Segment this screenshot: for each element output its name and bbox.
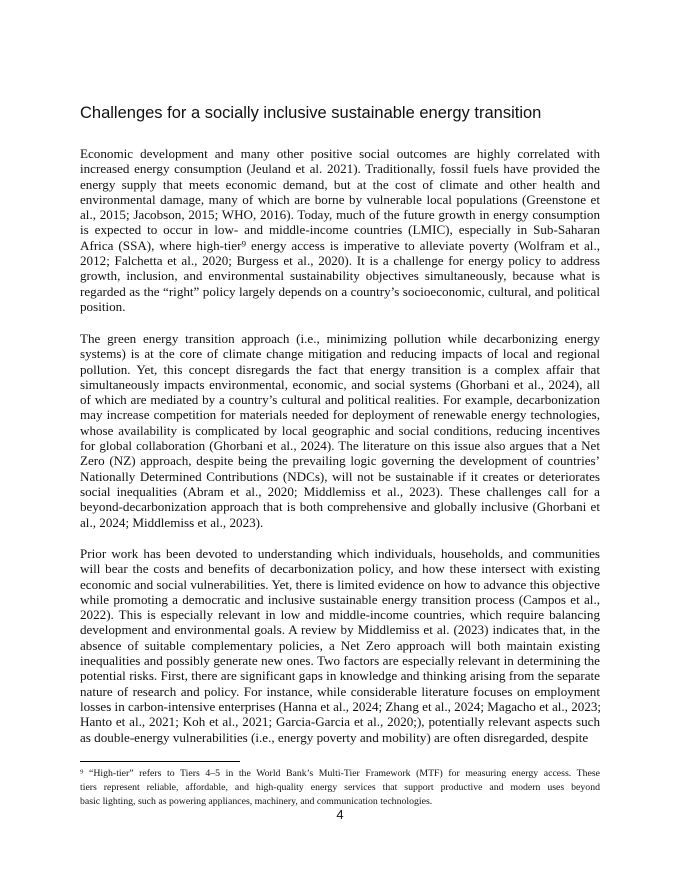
text-line: environmental damage, many of which are borne by vulnerable local populations (Greenstone et	[80, 191, 600, 207]
text-line: development and environmental goals. A review by Middlemiss et al. (2023) indicates that, in the	[80, 622, 600, 638]
text-line: simultaneously impacts environmental, economic, and social systems (Ghorbani et al., 2024), all	[80, 376, 600, 392]
text-line: The green energy transition approach (i.e., minimizing pollution while decarbonizing energy	[80, 331, 600, 346]
text-line: 2012; Falchetta et al., 2020; Burgess et al., 2020). It is a challenge for energy policy to address	[80, 253, 600, 269]
text-line: as double-energy vulnerabilities (i.e., energy poverty and mobility) are often disregarded, despite	[80, 729, 589, 745]
text-line: position.	[80, 298, 126, 314]
footnote-line: basic lighting, such as powering appliances, machinery, and communication technologies.	[80, 796, 433, 807]
text-line: beyond-decarbonization approach that is both comprehensive and globally inclusive (Ghorbani et	[80, 499, 600, 515]
text-line: absence of suitable complementary policies, a Net Zero approach will both maintain existing	[80, 637, 600, 653]
text-line: whose availability is complicated by local geographic and social conditions, reducing incentives	[80, 422, 600, 438]
text-line: Prior work has been devoted to understanding which individuals, households, and communities	[80, 546, 600, 561]
text-line: regarded as the “right” policy largely depends on a country’s socioeconomic, cultural, and political	[80, 283, 600, 299]
text-line: social inequalities (Abram et al., 2020; Middlemiss et al., 2023). These challenges call for a	[80, 483, 600, 499]
text-line: is expected to occur in low- and middle-income countries (LMIC), especially in Sub-Saharan	[80, 222, 600, 238]
footnote-line: tiers represent reliable, affordable, and high-quality energy services that support productive and modern uses beyond	[80, 782, 600, 793]
text-line: pollution. Yet, this concept disregards the fact that energy transition is a complex affair that	[80, 361, 600, 377]
text-line: Zero (NZ) approach, despite being the prevailing logic governing the development of countries’	[80, 453, 600, 469]
text-line: Hanto et al., 2021; Koh et al., 2021; Garcia-Garcia et al., 2020;), potentially relevant aspects such	[80, 714, 600, 730]
text-line: may increase competition for materials needed for deployment of renewable energy technologies,	[80, 407, 600, 423]
text-line: potential risks. First, there are significant gaps in knowledge and thinking arising from the separate	[80, 668, 600, 684]
text-line: al., 2024; Middlemiss et al., 2023).	[80, 514, 264, 530]
paragraph-3	[80, 546, 600, 745]
text-line: economic and social vulnerabilities. Yet, there is limited evidence on how to advance this objective	[80, 576, 600, 592]
text-line: losses in carbon-intensive enterprises (Hanna et al., 2024; Zhang et al., 2024; Magacho et al., 2023;	[80, 698, 602, 714]
text-line: for global collaboration (Ghorbani et al., 2024). The literature on this issue also argues that a Net	[80, 438, 600, 454]
text-line: will bear the costs and benefits of decarbonization policy, and how these intersect with existing	[80, 561, 600, 577]
text-line: growth, inclusion, and environmental sustainability objectives simultaneously, because what is	[80, 268, 600, 284]
footnote-line: ⁹ “High-tier” refers to Tiers 4–5 in the World Bank’s Multi-Tier Framework (MTF) for measuring energy access. These	[80, 768, 600, 779]
page-number: 4	[336, 807, 344, 822]
text-line: inequalities and possibly generate new ones. Two factors are especially relevant in determining the	[80, 653, 600, 669]
footnote-separator	[80, 761, 240, 762]
text-line: al., 2015; Jacobson, 2015; WHO, 2016). Today, much of the future growth in energy consumption	[80, 207, 600, 223]
text-line: Africa (SSA), where high-tier⁹ energy access is imperative to alleviate poverty (Wolfram et al.,	[80, 237, 600, 253]
section-heading: Challenges for a socially inclusive sustainable energy transition	[80, 104, 542, 122]
footnote	[80, 767, 600, 809]
text-line: while promoting a democratic and inclusive sustainable energy transition process (Campos et al.,	[80, 591, 600, 607]
text-line: systems) is at the core of climate change mitigation and reducing impacts of local and regional	[80, 346, 600, 362]
text-line: energy supply that meets economic demand, but at the cost of climate and other health and	[80, 176, 600, 192]
paragraph-2	[80, 331, 600, 530]
text-line: nature of research and policy. For instance, while considerable literature focuses on employment	[80, 683, 600, 699]
text-line: 2022). This is especially relevant in low and middle-income countries, which require balancing	[80, 607, 600, 623]
text-line: of which are mediated by a country’s cultural and political realities. For example, decarbonization	[80, 392, 600, 408]
text-line: increased energy consumption (Jeuland et al. 2021). Traditionally, fossil fuels have provided the	[80, 161, 600, 177]
text-line: Nationally Determined Contributions (NDCs), will not be sustainable if it creates or deteriorates	[80, 468, 600, 484]
text-line: Economic development and many other positive social outcomes are highly correlated with	[80, 146, 600, 161]
paragraph-1	[80, 146, 600, 314]
